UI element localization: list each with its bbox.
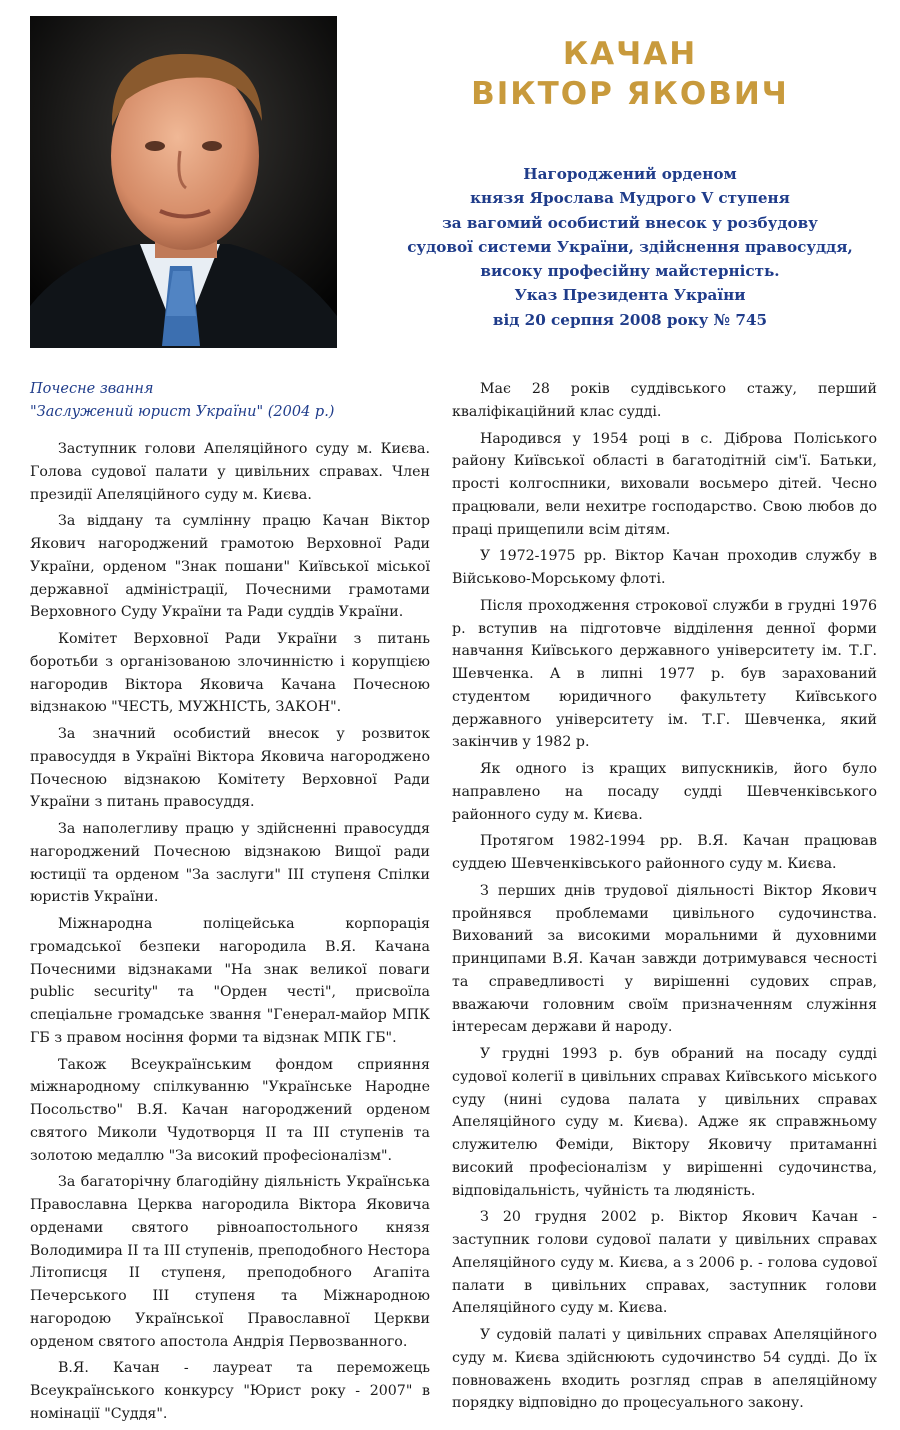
honorary-title (30, 378, 430, 424)
paragraph: За віддану та сумлінну працю Качан Віктор Якович нагороджений грамотою Верховної Ради України, орденом "Знак пошани" Київської міської державної адміністрації, Почесними грамотами Верховного Суду України та Ради суддів України. (30, 513, 430, 621)
award-line: високу професійну майстерність. (480, 262, 780, 281)
person-name (430, 34, 830, 114)
paragraph: Має 28 років суддівського стажу, перший кваліфікаційний клас судді. (452, 381, 877, 420)
given-names: ВІКТОР ЯКОВИЧ (471, 76, 789, 112)
paragraph: У 1972-1975 рр. Віктор Качан проходив службу в Військово-Морському флоті. (452, 548, 877, 587)
paragraph: Також Всеукраїнським фондом сприяння міжнародному спілкуванню "Українське Народне Посольство" В.Я. Качан нагороджений орденом святого Миколи Чудотворця ІІ та ІІІ ступенів та золотою медаллю "За високий професіоналізм". (30, 1056, 430, 1164)
paragraph: Протягом 1982-1994 рр. В.Я. Качан працював суддею Шевченківського районного суду м. Києва. (452, 833, 877, 872)
award-statement (380, 162, 880, 332)
paragraph: Заступник голови Апеляційного суду м. Києва. Голова судової палати у цивільних справах. Член президії Апеляційного суду м. Києва. (30, 441, 430, 503)
award-line: судової системи України, здійснення правосуддя, (407, 237, 853, 256)
paragraph: В.Я. Качан - лауреат та переможець Всеукраїнського конкурсу "Юрист року - 2007" в номінації "Суддя". (30, 1360, 430, 1422)
paragraph: За наполегливу працю у здійсненні правосуддя нагороджений Почесною відзнакою Вищої ради юстиції та орденом "За заслуги" ІІІ ступеня Спілки юристів України. (30, 821, 430, 906)
award-line: Указ Президента України (514, 286, 746, 305)
portrait-photo (30, 16, 337, 348)
paragraph: У судовій палаті у цивільних справах Апеляційного суду м. Києва здійснюють судочинство 54 судді. До їх повноважень входить розгляд справ в апеляційному порядку відповідно до процесуального закону. (452, 1327, 877, 1412)
paragraph: За значний особистий внесок у розвиток правосуддя в Україні Віктора Яковича нагороджено Почесною відзнакою Комітету Верховної Ради України з питань правосуддя. (30, 726, 430, 811)
surname: КАЧАН (562, 36, 698, 72)
left-column (30, 438, 430, 1430)
paragraph: З 20 грудня 2002 р. Віктор Якович Качан - заступник голови судової палати у цивільних справах Апеляційного суду м. Києва, а з 2006 р. - голова судової палати в цивільних справах, заступник голови Апеляційного суду м. Києва. (452, 1209, 877, 1317)
portrait-illustration (30, 16, 337, 348)
right-column (452, 378, 877, 1419)
paragraph: За багаторічну благодійну діяльність Українська Православна Церква нагородила Віктора Яковича орденами святого рівноапостольного князя Володимира ІІ та ІІІ ступенів, преподобного Нестора Літописця ІІ ступеня, преподобного Агапіта Печерського ІІІ ступеня та Міжнародною нагородою Української Православної Церкви орденом святого апостола Андрія Первозванного. (30, 1174, 430, 1350)
paragraph: Комітет Верховної Ради України з питань боротьби з організованою злочинністю і корупцією нагородив Віктора Яковича Качана Почесною відзнакою "ЧЕСТЬ, МУЖНІСТЬ, ЗАКОН". (30, 631, 430, 716)
honor-caption: Почесне звання (30, 381, 154, 397)
award-line: князя Ярослава Мудрого V ступеня (470, 189, 790, 208)
paragraph: Як одного із кращих випускників, його було направлено на посаду судді Шевченківського районного суду м. Києва. (452, 761, 877, 823)
award-line: за вагомий особистий внесок у розбудову (442, 213, 818, 232)
award-line: Нагороджений орденом (523, 165, 737, 183)
paragraph: Після проходження строкової служби в грудні 1976 р. вступив на підготовче відділення денної форми навчання Київського державного університету ім. Т.Г. Шевченка. А в липні 1977 р. був зарахований студентом юридичного факультету Київського державного університету ім. Т.Г. Шевченка, який закінчив у 1982 р. (452, 597, 877, 751)
paragraph: У грудні 1993 р. був обраний на посаду судді судової колегії в цивільних справах Київського міського суду (нині судова палата у цивільних справах Апеляційного суду м. Києва). Адже як справжньому служителю Феміди, Віктору Яковичу притаманні високий професіоналізм у вирішенні судочинства, відповідальність, чуйність та людяність. (452, 1046, 877, 1199)
honor-title: "Заслужений юрист України" (2004 р.) (30, 404, 335, 420)
paragraph: Народився у 1954 році в с. Діброва Поліського району Київської області в багатодітній сім'ї. Батьки, прості колгоспники, виховали восьмеро дітей. Чесно працювали, вели нехитре господарство. Свою любов до праці прищепили всім дітям. (452, 430, 877, 538)
paragraph: З перших днів трудової діяльності Віктор Якович пройнявся проблемами цивільного судочинства. Вихований за високими моральними й духовними принципами В.Я. Качан завжди дотримувався чесності та справедливості у вирішенні судових справ, вважаючи головним своїм призначенням служіння інтересам держави й народу. (452, 882, 877, 1036)
paragraph: Міжнародна поліцейська корпорація громадської безпеки нагородила В.Я. Качана Почесними відзнаками "На знак великої поваги public security" та "Орден честі", присвоїла спеціальне громадське звання "Генерал-майор МПК ГБ з правом носіння форми та відзнак МПК ГБ". (30, 916, 430, 1046)
award-line: від 20 серпня 2008 року № 745 (492, 310, 768, 329)
